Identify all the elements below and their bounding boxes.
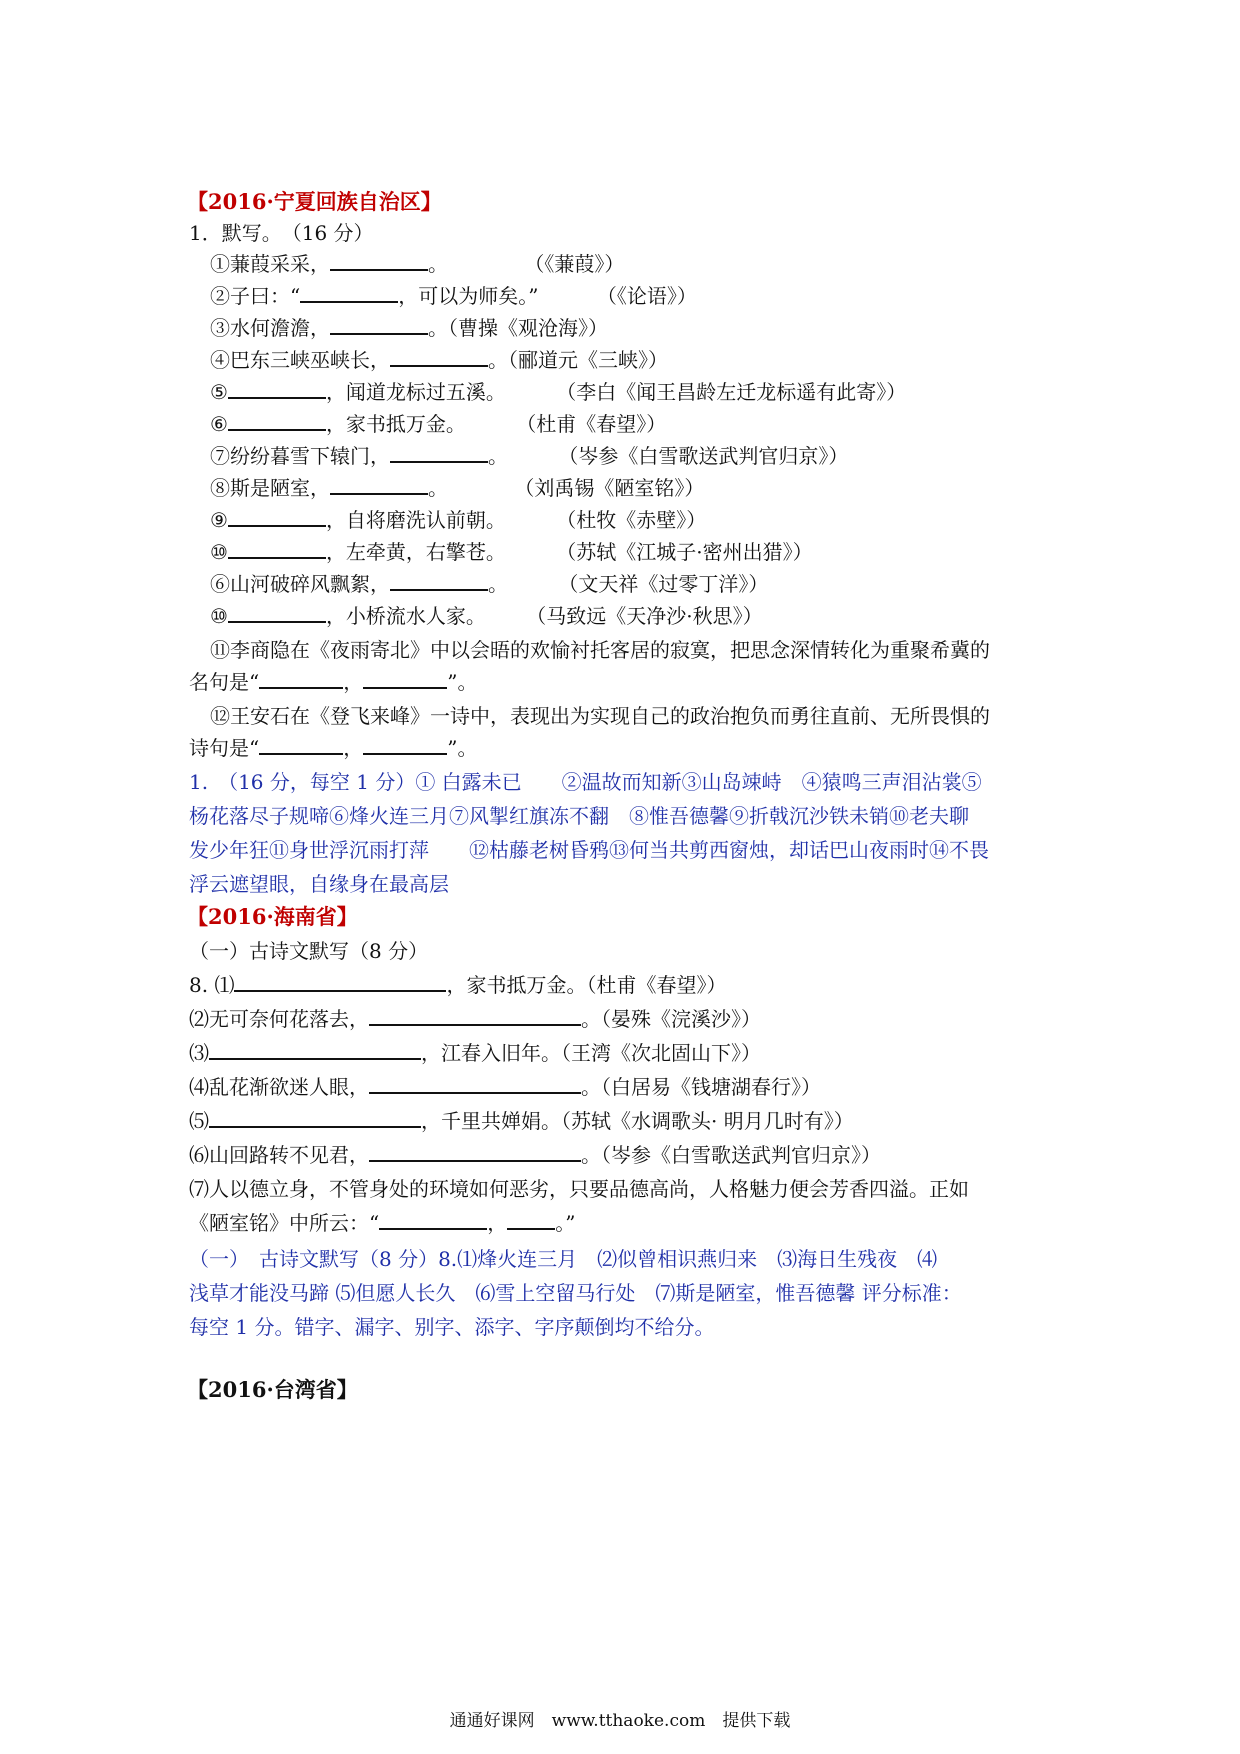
dictation-item-hainan-6: ⑹山回路转不见君， 。（岑参《白雪歌送武判官归京》） [189, 1143, 881, 1167]
dictation-item-hainan-2: ⑵无可奈何花落去， 。（晏殊《浣溪沙》） [189, 1007, 761, 1031]
answer-blank [209, 1108, 421, 1128]
answer-blank [228, 379, 326, 399]
answer-blank [369, 1142, 581, 1162]
answer-blank [363, 735, 447, 755]
question-12-answer-line: 诗句是“ ， ”。 [189, 736, 478, 760]
answer-key-line: 发少年狂⑪身世浮沉雨打萍 ⑫枯藤老树昏鸦⑬何当共剪西窗烛，却话巴山夜雨时⑭不畏 [189, 838, 989, 862]
question-title: 1．默写。 （16 分） [189, 221, 374, 245]
dictation-item-4: ④巴东三峡巫峡长， 。（郦道元《三峡》） [210, 348, 668, 372]
dictation-item-5: ⑤ ，闻道龙标过五溪。 （李白《闻王昌龄左迁龙标遥有此寄》） [210, 380, 907, 404]
dictation-item-1: ①蒹葭采采， 。 （《蒹葭》） [210, 252, 625, 276]
answer-key-line: 1. （16 分，每空 1 分）① 白露未已 ②温故而知新③山岛竦峙 ④猿鸣三声泪沾裳⑤ [189, 770, 982, 794]
dictation-item-hainan-1: 8. ⑴ ，家书抵万金。（杜甫《春望》） [189, 973, 727, 997]
answer-key-line: 杨花落尽子规啼⑥烽火连三月⑦风掣红旗冻不翻 ⑧惟吾德馨⑨折戟沉沙铁未销⑩老夫聊 [189, 804, 969, 828]
dictation-item-11: ⑥山河破碎风飘絮， 。 （文天祥《过零丁洋》） [210, 572, 769, 596]
answer-blank [379, 1210, 487, 1230]
answer-key-line: 浅草才能没马蹄 ⑸但愿人长久 ⑹雪上空留马行处 ⑺斯是陋室，惟吾德馨 评分标准： [189, 1281, 962, 1305]
dictation-item-hainan-5: ⑸ ，千里共婵娟。（苏轼《水调歌头· 明月几时有》） [189, 1109, 854, 1133]
page-footer: 通通好课网 www.tthaoke.com 提供下载 [449, 1711, 791, 1731]
answer-key-line: （一） 古诗文默写（8 分）8.⑴烽火连三月 ⑵似曾相识燕归来 ⑶海日生残夜 ⑷ [189, 1247, 938, 1271]
answer-blank [228, 411, 326, 431]
dictation-item-9: ⑨ ，自将磨洗认前朝。 （杜牧《赤壁》） [210, 508, 707, 532]
answer-blank [390, 443, 488, 463]
dictation-item-hainan-4: ⑷乱花渐欲迷人眼， 。（白居易《钱塘湖春行》） [189, 1075, 821, 1099]
dictation-item-6: ⑥ ，家书抵万金。 （杜甫《春望》） [210, 412, 667, 436]
question-12-text: ⑫王安石在《登飞来峰》一诗中，表现出为实现自己的政治抱负而勇往直前、无所畏惧的 [210, 704, 990, 728]
answer-blank [507, 1210, 555, 1230]
answer-blank [330, 251, 428, 271]
dictation-item-12: ⑩ ，小桥流水人家。 （马致远《天净沙·秋思》） [210, 604, 763, 628]
answer-blank [259, 669, 343, 689]
answer-blank [209, 1040, 421, 1060]
section-header-ningxia: 【2016·宁夏回族自治区】 [187, 189, 442, 214]
answer-blank [228, 603, 326, 623]
answer-blank [228, 539, 326, 559]
dictation-item-7: ⑦纷纷暮雪下辕门， 。 （岑参《白雪歌送武判官归京》） [210, 444, 849, 468]
question-11-text: ⑪李商隐在《夜雨寄北》中以会晤的欢愉衬托客居的寂寞，把思念深情转化为重聚希冀的 [210, 638, 990, 662]
answer-blank [330, 315, 428, 335]
answer-key-line: 浮云遮望眼，自缘身在最高层 [189, 872, 449, 896]
section-header-taiwan: 【2016·台湾省】 [187, 1377, 358, 1402]
question-11-answer-line: 名句是“ ， ”。 [189, 670, 478, 694]
question-7-text: ⑺人以德立身，不管身处的环境如何恶劣，只要品德高尚，人格魅力便会芳香四溢。正如 [189, 1177, 969, 1201]
section-header-hainan: 【2016·海南省】 [187, 904, 358, 929]
answer-blank [369, 1006, 581, 1026]
answer-blank [228, 507, 326, 527]
answer-key-line: 每空 1 分。错字、漏字、别字、添字、字序颠倒均不给分。 [189, 1315, 715, 1339]
answer-blank [369, 1074, 581, 1094]
answer-blank [259, 735, 343, 755]
dictation-item-2: ②子曰：“ ，可以为师矣。” （《论语》） [210, 284, 697, 308]
dictation-item-8: ⑧斯是陋室， 。 （刘禹锡《陋室铭》） [210, 476, 705, 500]
section-subtitle: （一）古诗文默写（8 分） [189, 939, 429, 963]
answer-blank [300, 283, 398, 303]
answer-blank [363, 669, 447, 689]
dictation-item-10: ⑩ ，左牵黄，右擎苍。 （苏轼《江城子·密州出猎》） [210, 540, 813, 564]
dictation-item-hainan-3: ⑶ ，江春入旧年。（王湾《次北固山下》） [189, 1041, 761, 1065]
answer-blank [390, 347, 488, 367]
answer-blank [390, 571, 488, 591]
question-7-answer-line: 《陋室铭》中所云：“ ， 。” [189, 1211, 576, 1235]
answer-blank [330, 475, 428, 495]
dictation-item-3: ③水何澹澹， 。（曹操《观沧海》） [210, 316, 608, 340]
answer-blank [234, 972, 446, 992]
